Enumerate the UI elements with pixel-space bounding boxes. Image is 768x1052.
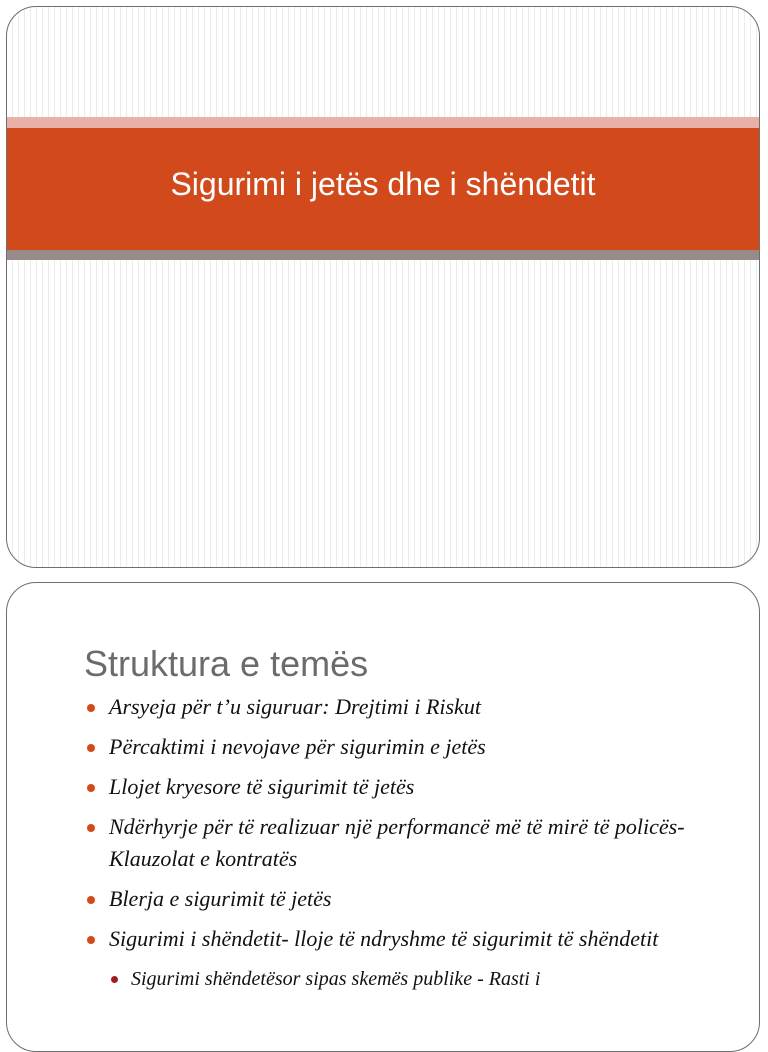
list-item (83, 691, 733, 723)
list-item-text: Arsyeja për t’u siguruar: Drejtimi i Riskut (109, 694, 481, 719)
bullet-icon (87, 896, 95, 904)
list-item-text: Përcaktimi i nevojave për sigurimin e jetës (109, 734, 486, 759)
title-band-bottom-stripe (7, 250, 759, 260)
sub-bullet-icon (111, 976, 118, 983)
list-item-text: Ndërhyrje për të realizuar një performancë më të mirë të policës- Klauzolat e kontratës (109, 814, 685, 871)
list-item-text: Sigurimi shëndetësor sipas skemës publike - Rasti i (131, 968, 541, 990)
list-item (83, 731, 733, 763)
list-item-text: Llojet kryesore të sigurimit të jetës (109, 774, 415, 799)
list-item (83, 923, 733, 955)
list-item (83, 811, 733, 875)
list-item (83, 771, 733, 803)
bullet-icon (87, 936, 95, 944)
bullet-icon (87, 824, 95, 832)
content-slide (6, 582, 760, 1052)
list-item (83, 883, 733, 915)
title-band (7, 128, 759, 250)
sub-list-item (83, 963, 733, 995)
title-slide (6, 6, 760, 568)
bullet-icon (87, 744, 95, 752)
slide-title: Sigurimi i jetës dhe i shëndetit (170, 165, 596, 202)
list-item-text: Blerja e sigurimit të jetës (109, 886, 332, 911)
bullet-list (83, 691, 733, 1003)
bullet-icon (87, 784, 95, 792)
bullet-icon (87, 704, 95, 712)
slide-heading: Struktura e temës (84, 643, 369, 684)
title-band-top-stripe (7, 117, 759, 128)
list-item-text: Sigurimi i shëndetit- lloje të ndryshme të sigurimit të shëndetit (109, 926, 659, 951)
